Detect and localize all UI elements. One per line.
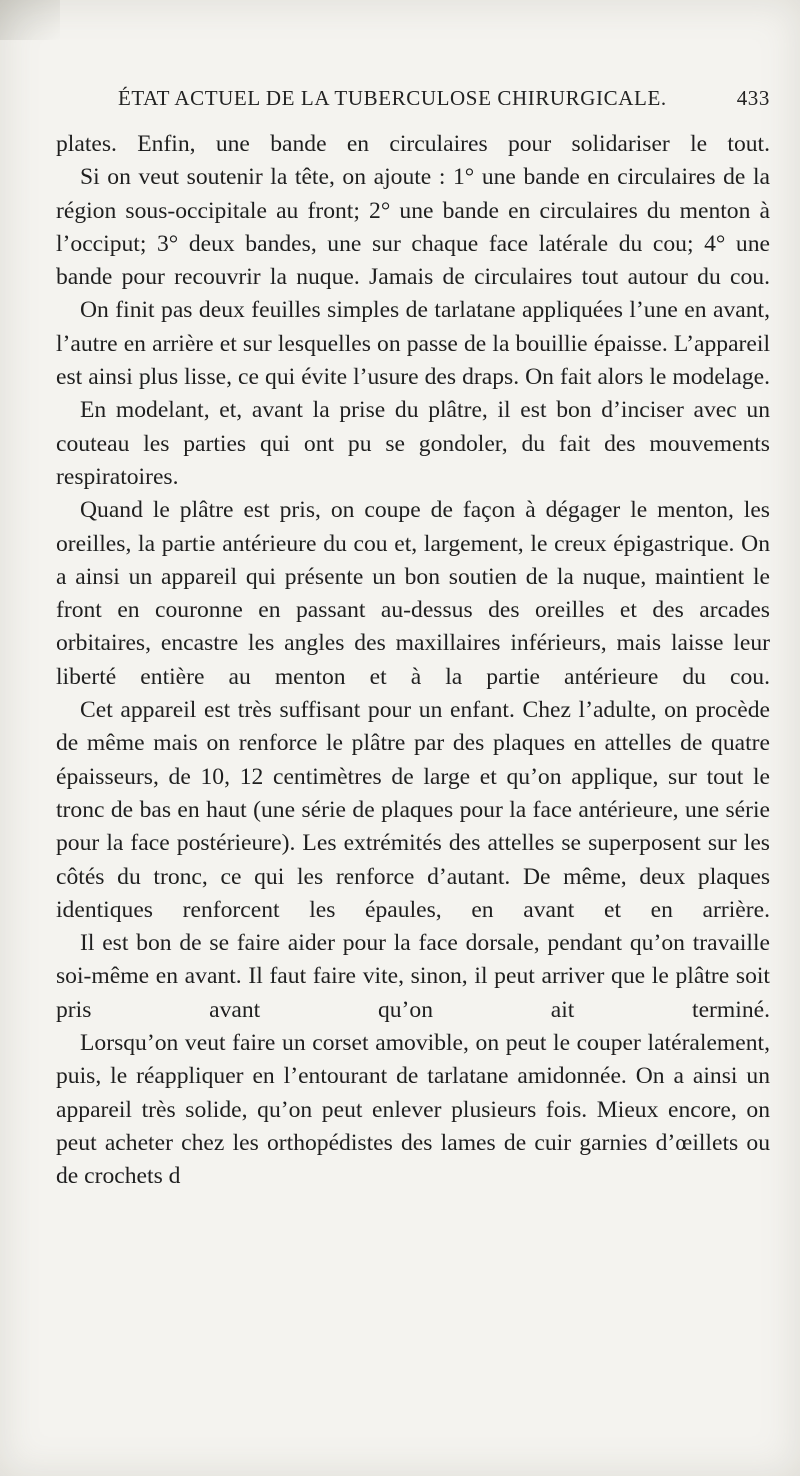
- paragraph-3: On finit pas deux feuilles simples de tarlatane appliquées l’une en avant, l’autre en arrière et sur lesquelles on passe de la bouillie épaisse. L’appareil est ainsi plus lisse, ce qui évite l’usure des draps. On fait alors le modelage.: [56, 297, 770, 391]
- page-number: 433: [736, 86, 770, 110]
- body-text: [56, 128, 770, 1194]
- paragraph-5: Quand le plâtre est pris, on coupe de façon à dégager le menton, les oreilles, la partie antérieure du cou et, largement, le creux épigastrique. On a ainsi un appareil qui présente un bon soutien de la nuque, maintient le front en couronne en passant au-dessus des oreilles et des arcades orbitaires, encastre les angles des maxillaires inférieurs, mais laisse leur liberté entière au menton et à la partie antérieure du cou.: [56, 497, 770, 690]
- paragraph-1: plates. Enfin, une bande en circulaires pour solidariser le tout.: [56, 131, 770, 157]
- paragraph-6: Cet appareil est très suffisant pour un enfant. Chez l’adulte, on procède de même mais on renforce le plâtre par des plaques en attelles de quatre épaisseurs, de 10, 12 centimètres de large et qu’on applique, sur tout le tronc de bas en haut (une série de plaques pour la face antérieure, une série pour la face postérieure). Les extrémités des attelles se superposent sur les côtés du tronc, ce qui les renforce d’autant. De même, deux plaques identiques renforcent les épaules, en avant et en arrière.: [56, 697, 770, 923]
- paragraph-8: Lorsqu’on veut faire un corset amovible, on peut le couper latéralement, puis, le réappliquer en l’entourant de tarlatane amidonnée. On a ainsi un appareil très solide, qu’on peut enlever plusieurs fois. Mieux encore, on peut acheter chez les orthopédistes des lames de cuir garnies d’œillets ou de crochets d: [56, 1030, 770, 1190]
- paragraph-7: Il est bon de se faire aider pour la face dorsale, pendant qu’on travaille soi-même en avant. Il faut faire vite, sinon, il peut arriver que le plâtre soit pris avant qu’on ait terminé.: [56, 930, 770, 1023]
- running-header: [118, 86, 770, 120]
- paragraph-2: Si on veut soutenir la tête, on ajoute : 1° une bande en circulaires de la région sous-occipitale au front; 2° une bande en circulaires du menton à l’occiput; 3° deux bandes, une sur chaque face latérale du cou; 4° une bande pour recouvrir la nuque. Jamais de circulaires tout autour du cou.: [56, 164, 770, 291]
- scan-corner-shadow: [0, 0, 60, 40]
- running-title: ÉTAT ACTUEL DE LA TUBERCULOSE CHIRURGICALE.: [118, 86, 667, 110]
- paragraph-4: En modelant, et, avant la prise du plâtre, il est bon d’inciser avec un couteau les parties qui ont pu se gondoler, du fait des mouvements respiratoires.: [56, 397, 770, 490]
